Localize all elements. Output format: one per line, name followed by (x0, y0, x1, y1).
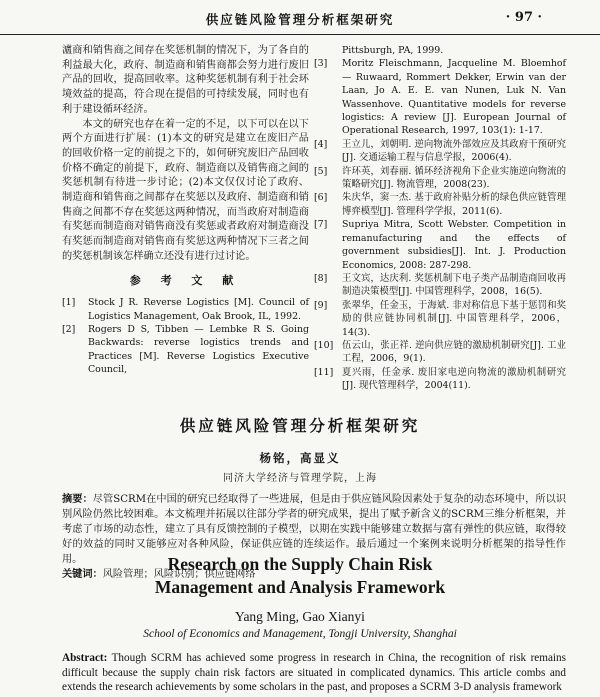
reference-number: [7] (314, 219, 328, 231)
abstract-label-english: Abstract: (62, 652, 108, 664)
reference-number: [2] (62, 324, 76, 336)
authors-english: Yang Ming, Gao Xianyi (235, 609, 365, 624)
affiliation-english: School of Economics and Management, Tongji University, Shanghai (143, 628, 457, 640)
reference-text: Rogers D S, Tibben — Lembke R S. Going Backwards: reverse logistics trends and Practices [M]. Reverse Logistics Executive Council, (88, 324, 309, 376)
reference-number: [6] (314, 192, 328, 204)
reference-number: [5] (314, 165, 328, 177)
abstract-label-chinese: 摘要： (62, 493, 93, 505)
right-column (314, 44, 566, 393)
running-title: 供应链风险管理分析框架研究 (205, 12, 395, 27)
affiliation-chinese: 同济大学经济与管理学院，上海 (223, 473, 377, 484)
authors-chinese: 杨铭，高显义 (259, 451, 341, 465)
reference-text: 朱庆华，窦一杰. 基于政府补贴分析的绿色供应链管理博弈模型[J]. 管理科学学报，2011(6). (342, 192, 566, 217)
reference-continuation: Pittsburgh, PA, 1999. (342, 45, 444, 56)
reference-item (314, 339, 566, 366)
reference-number: [1] (62, 297, 76, 309)
reference-number: [11] (314, 366, 334, 378)
reference-item (314, 57, 566, 137)
reference-text: Supriya Mitra, Scott Webster. Competition in remanufacturing and the effects of government subsidies[J]. Int. J. Production Economics, 2008: 287-298. (342, 219, 566, 271)
reference-text: 夏兴雨，任金承. 废旧家电逆向物流的激励机制研究[J]. 现代管理科学，2004(11). (342, 366, 566, 392)
abstract-text-chinese: 尽管SCRM在中国的研究已经取得了一些进展，但是由于供应链风险因素处于复杂的动态环境中，所以识别风险仍然比较困难。本文梳理并拓展以往部分学者的研究成果，提出了赋予新含义的SCRM三维分析框架，并考虑了市场的动态性，建立了具有反馈控制的子模型，以期在实践中能够建立数据与富有弹性的供应链，取得较好的效益的同时又能够应对各种风险，保证供应链的连续运作。最后通过一个案例来说明分析框架的指导性作用。 (62, 494, 567, 565)
reference-item (314, 218, 566, 272)
reference-text: Stock J R. Reverse Logistics [M]. Council of Logistics Management, Oak Brook, IL, 1992. (88, 297, 309, 322)
reference-item (314, 272, 566, 299)
reference-item (314, 138, 566, 165)
reference-number: [8] (314, 272, 328, 284)
references-heading: 参 考 文 献 (129, 273, 242, 287)
reference-item (314, 191, 566, 218)
reference-text: 王文宾，达庆利. 奖惩机制下电子类产品制造商回收再制造决策模型[J]. 中国管理科学，2008，16(5). (342, 272, 566, 298)
title-line-1: Research on the Supply Chain Risk (167, 554, 433, 574)
reference-item (62, 323, 309, 377)
reference-number: [4] (314, 138, 328, 150)
keywords-label-chinese: 关键词： (62, 568, 103, 580)
article-title-english (0, 553, 600, 599)
body-paragraph: 瀘商和销售商之间存在奖惩机制的情况下，为了各自的利益最大化，政府、制造商和销售商都会努力进行废旧产品的回收，提高回收率。这种奖惩机制有利于社会环境效益的提高，符合现在提倡的可持续发展，同时也有利于建设循环经济。 (62, 45, 309, 115)
reference-text: 许环英，刘春丽. 循环经济视角下企业实施逆向物流的策略研究[J]. 物流管理，2008(23). (342, 165, 566, 191)
reference-text: 张翠华，任金玉，于海斌. 非对称信息下基于惩罚和奖励的供应链协同机制[J]. 中国管理科学，2006，14(3). (342, 299, 566, 338)
reference-item (314, 299, 566, 339)
abstract-english (62, 651, 566, 695)
article-title-chinese: 供应链风险管理分析框架研究 (179, 416, 421, 435)
reference-item (314, 165, 566, 192)
page-number: · 97 · (505, 10, 542, 25)
title-line-2: Management and Analysis Framework (154, 577, 446, 597)
reference-text: 伍云山，张正祥. 逆向供应链的激励机制研究[J]. 工业工程，2006，9(1). (342, 339, 566, 365)
reference-number: [10] (314, 339, 334, 351)
reference-item (314, 366, 566, 393)
reference-text: 王立儿，刘朝明. 逆向物流外部效应及其政府干预研究[J]. 交通运输工程与信息学报，2006(4). (342, 138, 566, 164)
reference-text: Moritz Fleischmann, Jacqueline M. Bloemhof — Ruwaard, Rommert Dekker, Erwin van der Laan, Jo A. E. E. van Nunen, Luk N. Van Wassenhove. Quantitative models for reverse logistics: A review [J]. European Journal of Operational Research, 1997, 103(1): 1-17. (342, 58, 566, 137)
abstract-text-english: Though SCRM has achieved some progress in research in China, the recognition of risk remains difficult because the supply chain risk factors are situated in complicated dynamics. This article combs and extends the research achievements by some scholars in the past, and proposes a SCRM 3-D analysis framework (62, 652, 566, 693)
running-header (0, 0, 600, 35)
reference-number: [3] (314, 58, 328, 70)
body-paragraph: 本文的研究也存在着一定的不足，以下可以在以下两个方面进行扩展：(1)本文的研究是建立在废旧产品的回收价格一定的前提之下的，如何研究废旧产品回收价格不确定的前提下，政府、制造商以及销售商之间的奖惩机制有待进一步讨论；(2)本文仅仅讨论了政府、制造商和销售商之间都存在奖惩以及政府、制造商和销售商之间都不存在奖惩这两种情况，而当政府对制造商有奖惩而制造商对销售商没有奖惩或者政府对制造商没有奖惩而制造商对销售商有奖惩这两种情况下三者之间的奖惩机制该怎样确立还没有进行过讨论。 (62, 118, 309, 262)
left-column (62, 44, 309, 377)
keywords-chinese: 风险管理；风险识别；供应链网络 (102, 569, 256, 580)
reference-item (62, 296, 309, 323)
reference-number: [9] (314, 299, 328, 311)
